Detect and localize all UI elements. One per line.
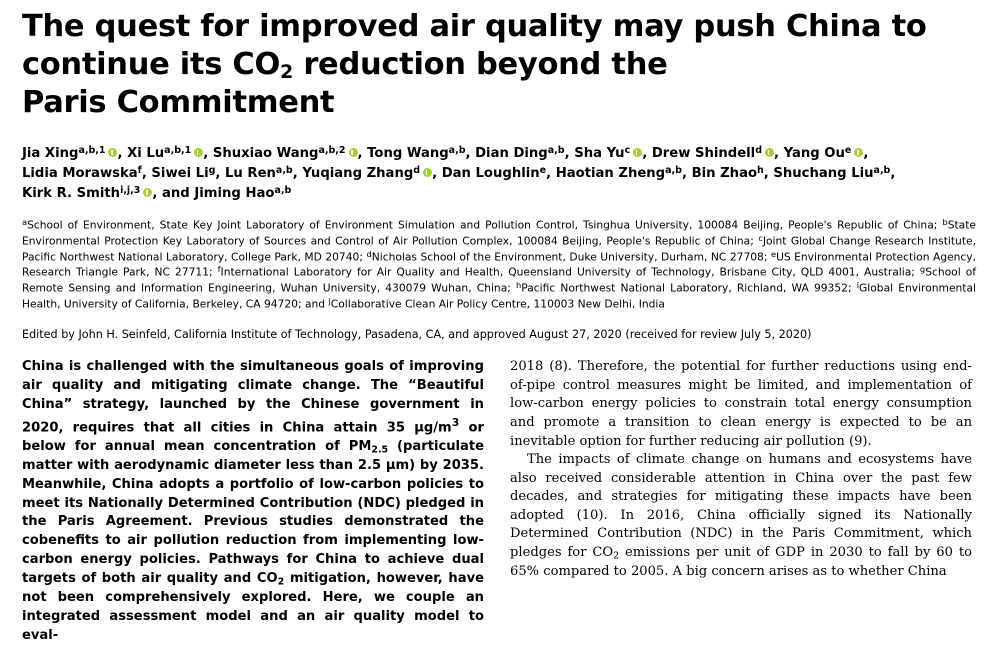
author-name: Jia Xing — [22, 146, 79, 162]
abstract-sup-1: 3 — [451, 415, 460, 429]
author-affiliation-marker: d — [413, 165, 421, 177]
affiliation-text: School of Remote Sensing and Information Engineering, Wuhan University, 430079 Wuhan, China; — [22, 265, 976, 295]
author-affiliation-marker: g — [208, 165, 216, 177]
author-affiliation-marker: e — [539, 165, 547, 177]
title-subscript: 2 — [280, 60, 293, 83]
author-name: Shuxiao Wang — [212, 146, 319, 162]
author-affiliation-marker: f — [137, 165, 142, 177]
author-name: Yuqiang Zhang — [302, 166, 414, 182]
para2-pre: The impacts of climate change on humans and ecosystems have also received considerable attention in China over the past few decades, and strategies for mitigating these impacts have been adopted (10). In 2016, China officially signed its Nationally Determined Contribution (NDC) in the Paris Commitment, which pledges for CO — [510, 452, 972, 560]
orcid-icon[interactable] — [423, 168, 432, 177]
author-name: Drew Shindell — [651, 146, 756, 162]
affiliation-text: Nicholas School of the Environment, Duke University, Durham, NC 27708; — [371, 250, 771, 264]
author-name: Bin Zhao — [691, 166, 758, 182]
paper-page — [0, 8, 998, 644]
affiliation-text: State Environmental Protection Key Laboratory of Sources and Control of Air Pollution Complex, 100084 Beijing, People's Republic of China; — [22, 218, 976, 248]
orcid-icon[interactable] — [108, 148, 117, 157]
author-name: Lidia Morawska — [22, 166, 138, 182]
affiliation-text: Joint Global Change Research Institute, Pacific Northwest National Laboratory, College Park, MD 20740; — [22, 234, 976, 264]
author-affiliation-marker: e — [844, 145, 852, 157]
author-affiliation-marker: a,b,1 — [164, 145, 192, 157]
affiliation-marker: a — [22, 217, 28, 228]
paragraph-climate-impacts — [510, 451, 972, 581]
affiliation-marker: h — [516, 280, 522, 291]
body-text — [510, 358, 972, 581]
author-name: Dan Loughlin — [441, 166, 540, 182]
affiliation-marker: f — [217, 264, 221, 275]
orcid-icon[interactable] — [194, 148, 203, 157]
affiliation-text: International Laboratory for Air Quality and Health, Queensland University of Technology, Brisbane City, QLD 4001, Australia; — [220, 265, 920, 279]
para2-post: emissions per unit of GDP in 2030 to fall by 60 to 65% compared to 2005. A big concern arises as to whether China — [510, 544, 972, 579]
abstract-sub-1: 2.5 — [371, 444, 389, 456]
affiliation-text: Collaborative Clean Air Policy Centre, 110003 New Delhi, India — [330, 297, 665, 311]
author-affiliation-marker: a,b,1 — [78, 145, 106, 157]
right-column — [510, 358, 972, 645]
author-list — [22, 144, 980, 204]
affiliations — [22, 217, 980, 311]
author-line-3: Kirk R. Smith$^{i,j,3}$ , and Jiming Hao$^{a,b}$ — [22, 185, 292, 202]
orcid-icon[interactable] — [854, 148, 863, 157]
author-affiliation-marker: a,b — [448, 145, 466, 157]
affiliation-text: US Environmental Protection Agency, Research Triangle Park, NC 27711; — [22, 250, 977, 279]
author-name: Sha Yu — [574, 146, 625, 162]
author-affiliation-marker: a,b — [665, 165, 682, 177]
author-name: Lu Ren — [225, 166, 276, 182]
orcid-icon[interactable] — [765, 148, 774, 157]
author-line-1: Jia Xing$^{a,b,1}$ , Xi Lu$^{a,b,1}$ , Shuxiao Wang$^{a,b,2}$ , Tong Wang$^{a,b}$, Dian Ding$^{a,b}$, Sha Yu$^c$ , Drew Shindell$^d$ , Yang Ou$^e$ , — [22, 145, 869, 162]
left-column — [22, 358, 484, 645]
abstract — [22, 358, 484, 645]
two-column-body — [22, 358, 980, 645]
author-name: Haotian Zheng — [555, 166, 666, 182]
orcid-icon[interactable] — [633, 148, 642, 157]
editor-line: Edited by John H. Seinfeld, California Institute of Technology, Pasadena, CA, and approved August 27, 2020 (received for review July 5, 2020) — [22, 327, 812, 341]
affiliation-text: Global Environmental Health, University of California, Berkeley, CA 94720; and — [22, 281, 976, 311]
author-name: Shuchang Liu — [773, 166, 874, 182]
author-affiliation-marker: a,b,2 — [318, 145, 346, 157]
paragraph-continuation: 2018 (8). Therefore, the potential for further reductions using end-of-pipe control measures might be limited, and implementation of low-carbon energy policies to constrain total energy consumption and promote a transition to clean energy is expected to be an inevitable option for further reducing air pollution (9). — [510, 359, 972, 449]
author-name: Siwei Li — [151, 166, 209, 182]
abstract-part-3: (particulate matter with aerodynamic diameter less than 2.5 μm) by 2035. Meanwhile, China adopts a portfolio of low-carbon policies to meet its Nationally Determined Contribution (NDC) pledged in the Paris Agreement. Previous studies demonstrated the cobenefits to air pollution reduction from implementing low-carbon energy policies. Pathways for China to achieve dual targets of both air quality and CO — [22, 438, 484, 586]
affiliation-marker: d — [366, 248, 372, 259]
author-name: Yang Ou — [783, 146, 845, 162]
author-name: Dian Ding — [475, 146, 548, 162]
affiliation-text: Pacific Northwest National Laboratory, Richland, WA 99352; — [521, 281, 857, 295]
title-line-2-pre: continue its CO — [22, 46, 281, 82]
affiliation-marker: c — [758, 233, 763, 244]
affiliation-marker: b — [942, 217, 948, 228]
affiliation-marker: j — [328, 295, 331, 306]
author-affiliation-marker: a,b — [275, 165, 293, 177]
orcid-icon[interactable] — [143, 188, 152, 197]
affiliation-marker: i — [856, 280, 860, 291]
author-name: and Jiming Hao — [162, 186, 275, 202]
author-affiliation-marker: h — [757, 165, 764, 177]
abstract-part-1: China is challenged with the simultaneous goals of improving air quality and mitigating climate change. The “Beautiful China” strategy, launched by the Chinese government in 2020, requires that all cities in China attain 35 μg/m — [22, 359, 484, 436]
title-line-3: Paris Commitment — [22, 85, 335, 121]
affiliation-text: School of Environment, State Key Joint Laboratory of Environment Simulation and Pollution Control, Tsinghua University, 100084 Beijing, People's Republic of China; — [27, 218, 943, 232]
author-line-2: Lidia Morawska$^f$, Siwei Li$^g$, Lu Ren$^{a,b}$, Yuqiang Zhang$^d$ , Dan Loughlin$^e$, Haotian Zheng$^{a,b}$, Bin Zhao$^h$, Shuchang Liu$^{a,b}$, — [22, 165, 896, 182]
author-affiliation-marker: i,j,3 — [120, 185, 141, 197]
author-name: Xi Lu — [127, 146, 165, 162]
author-affiliation-marker: a,b — [274, 185, 292, 197]
title-line-2-post: reduction beyond the — [293, 46, 668, 82]
abstract-sub-2: 2 — [277, 576, 285, 588]
para2-sub: 2 — [613, 550, 620, 562]
author-name: Tong Wang — [367, 146, 449, 162]
author-affiliation-marker: d — [755, 145, 763, 157]
affiliation-marker: e — [770, 248, 777, 259]
author-affiliation-marker: a,b — [547, 145, 565, 157]
author-name: Kirk R. Smith — [22, 186, 121, 202]
title-line-1: The quest for improved air quality may push China to — [22, 9, 927, 44]
orcid-icon[interactable] — [349, 148, 358, 157]
affiliation-marker: g — [919, 264, 926, 275]
author-affiliation-marker: c — [624, 145, 631, 157]
page-title — [22, 8, 980, 122]
abstract-part-2: or below for annual mean concentration of PM — [22, 420, 485, 454]
author-affiliation-marker: a,b — [873, 165, 891, 177]
abstract-part-4: mitigation, however, have not been comprehensively explored. Here, we couple an integrated assessment model and an air quality model to eval- — [22, 570, 484, 643]
